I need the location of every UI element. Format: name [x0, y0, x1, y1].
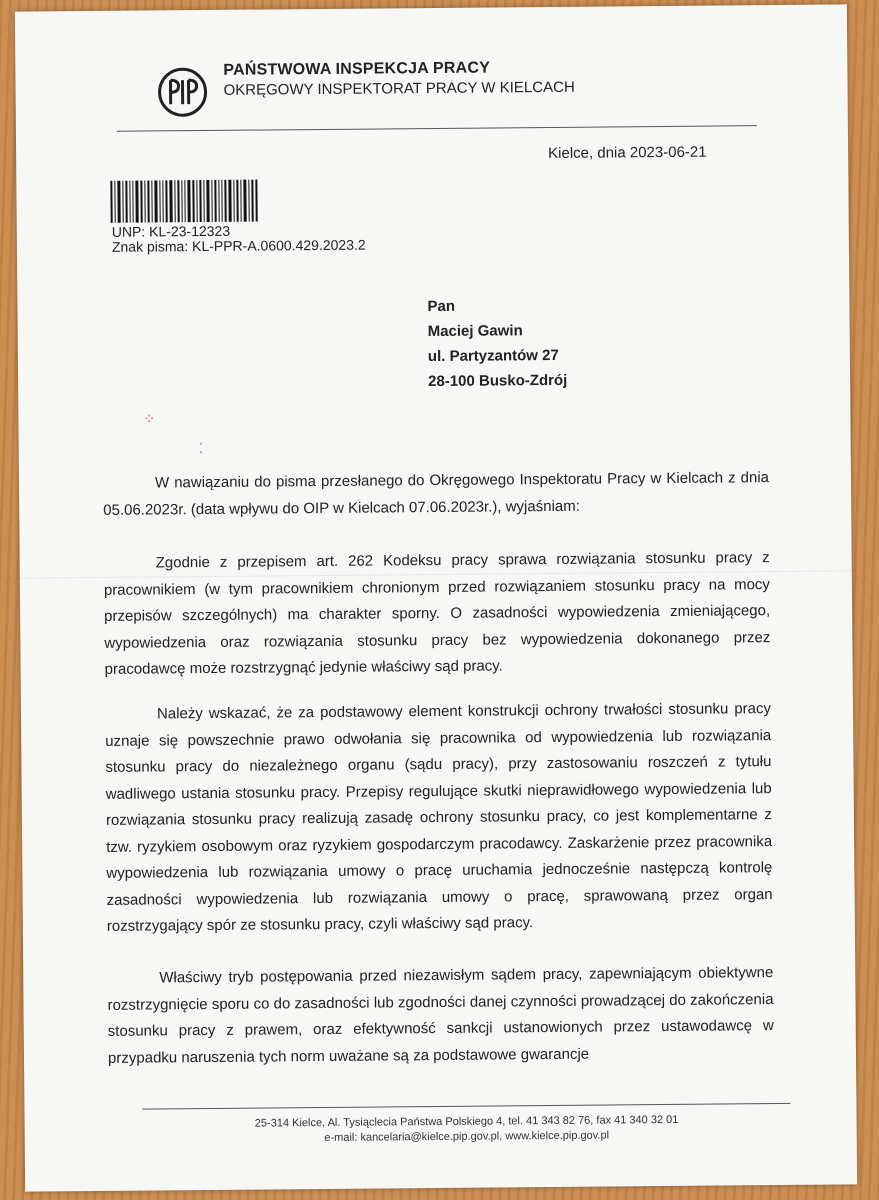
pip-logo-icon [156, 66, 208, 118]
paragraph-2 [104, 545, 771, 683]
paragraph-1-text: W nawiązaniu do pisma przesłanego do Okręgowego Inspektoratu Pracy w Kielcach z dnia 05.06.2023r. (data wpływu do OIP w Kielcach 07.06.2023r.), wyjaśniam: [103, 469, 770, 519]
org-name: PAŃSTWOWA INSPEKCJA PRACY [223, 59, 491, 79]
paragraph-3 [105, 696, 773, 940]
barcode-icon [110, 179, 306, 223]
recipient-street: ul. Partyzantów 27 [427, 346, 559, 366]
recipient-salutation: Pan [427, 297, 456, 316]
paragraph-4-text: Właściwy tryb postępowania przed niezawisłym sądem pracy, zapewniającym obiektywne rozstrzygnięcie sporu co do zasadności lub zgodności danej czynności prowadzącej do zakończenia stosunku pracy z prawem, oraz efektywność sankcji ustanowionych przez ustawodawcę w przypadku naruszenia tych norm uważane są za podstawowe gwarancje [107, 964, 774, 1067]
unp-number: UNP: KL-23-12323 [111, 222, 231, 240]
paragraph-3-text: Należy wskazać, że za podstawowy element konstrukcji ochrony trwałości stosunku pracy uznaje się powszechnie prawo odwołania się pracownika od wypowiedzenia lub rozwiązania stosunku pracy do niezależnego organu (sądu pracy), przy zastosowaniu roszczeń z tytułu wadliwego ustania stosunku pracy. Przepisy regulujące skutki nieprawidłowego wypowiedzenia lub rozwiązania stosunku pracy realizują zasadę ochrony stosunku pracy, co jest komplementarne z tzw. ryzykiem osobowym oraz ryzykiem gospodarczym pracodawcy. Zaskarżenie przez pracownika wypowiedzenia lub rozwiązania umowy o pracę uruchamia jednocześnie następczą kontrolę zasadności wypowiedzenia lub rozwiązania umowy o pracę, sprawowaną przez organ rozstrzygający spór ze stosunku pracy, czyli właściwy sąd pracy. [105, 700, 773, 935]
footer-address: 25-314 Kielce, Al. Tysiąclecia Państwa Polskiego 4, tel. 41 343 82 76, fax 41 340 32 01 [254, 1113, 679, 1130]
org-subtitle: OKRĘGOWY INSPEKTORAT PRACY W KIELCACH [223, 78, 575, 99]
footer-contact: e-mail: kancelaria@kielce.pip.gov.pl, www.kielce.pip.gov.pl [324, 1129, 610, 1144]
paragraph-4 [107, 960, 774, 1072]
reference-number: Znak pisma: KL-PPR-A.0600.429.2023.2 [111, 236, 366, 255]
red-ink-smudge: ⁘ [143, 410, 156, 427]
recipient-name: Maciej Gawin [427, 322, 523, 341]
letter-page [15, 4, 857, 1191]
paragraph-2-text: Zgodnie z przepisem art. 262 Kodeksu pracy sprawa rozwiązania stosunku pracy z pracownikiem (w tym pracownikiem chronionym przed rozwiązaniem stosunku pracy na mocy przepisów szczególnych) ma charakter sporny. O zasadności wypowiedzenia zmieniającego, wypowiedzenia oraz rozwiązania stosunku pracy bez wypowiedzenia dokonanego przez pracodawcę może rozstrzygnąć jedynie właściwy sąd pracy. [103, 549, 771, 678]
header-divider [117, 125, 757, 132]
recipient-city: 28-100 Busko-Zdrój [428, 371, 568, 391]
blue-ink-smudge: ⁚ [198, 440, 204, 457]
letter-date: Kielce, dnia 2023-06-21 [548, 143, 707, 163]
paragraph-1 [103, 465, 769, 524]
footer-divider [142, 1103, 790, 1110]
